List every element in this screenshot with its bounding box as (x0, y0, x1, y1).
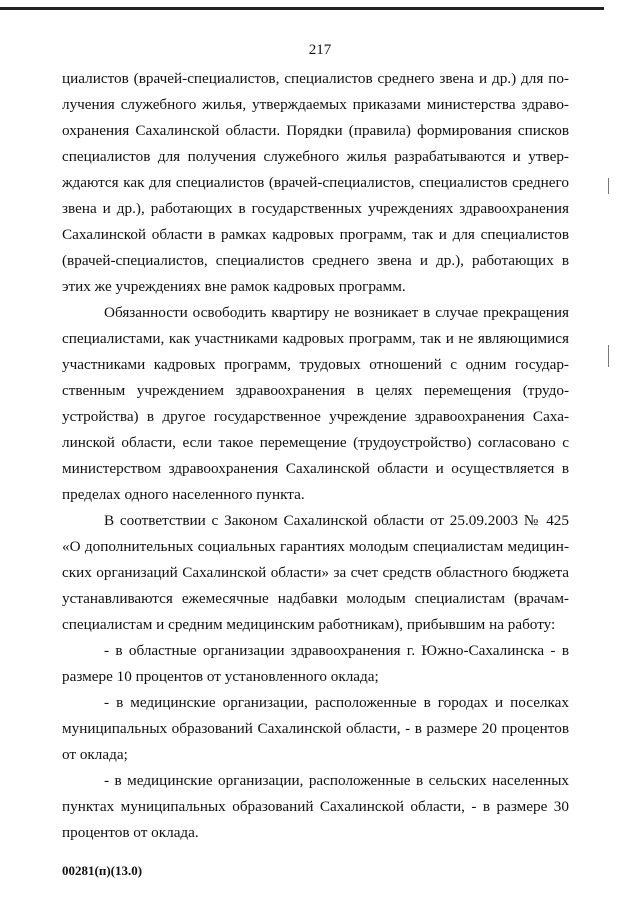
text-line: устройства) в другое государственное учреждение здравоохранения Саха- (62, 408, 569, 425)
text-line: пределах одного населенного пункта. (62, 486, 305, 503)
text-line: ских организаций Сахалинской области» за счет средств областного бюджета (62, 564, 569, 581)
list-item-line: - в медицинские организации, расположенные в сельских населенных (104, 772, 569, 789)
text-line: охранения Сахалинской области. Порядки (правила) формирования списков (62, 122, 569, 139)
text-line: Сахалинской области в рамках кадровых программ, так и для специалистов (62, 226, 569, 243)
text-line: специалистов для получения служебного жилья разрабатываются и утвер- (62, 148, 569, 165)
list-item-line: муниципальных образований Сахалинской области, - в размере 20 процентов (62, 720, 569, 737)
text-line: «О дополнительных социальных гарантиях молодым специалистам медицин- (62, 538, 569, 555)
text-line: этих же учреждениях вне рамок кадровых программ. (62, 278, 406, 295)
text-line: линской области, если такое перемещение (трудоустройство) согласовано с (62, 434, 569, 451)
scan-edge-mark (608, 178, 609, 194)
list-item-line: размере 10 процентов от установленного оклада; (62, 668, 379, 685)
text-line: министерством здравоохранения Сахалинской области и осуществляется в (62, 460, 569, 477)
list-item-line: - в областные организации здравоохранения г. Южно-Сахалинска - в (104, 642, 569, 659)
list-item-line: процентов от оклада. (62, 824, 199, 841)
text-line: ждаются как для специалистов (врачей-специалистов, специалистов среднего (62, 174, 569, 191)
text-line: (врачей-специалистов, специалистов среднего звена и др.), работающих в (62, 252, 569, 269)
text-line: циалистов (врачей-специалистов, специалистов среднего звена и др.) для по- (62, 70, 569, 87)
text-line: В соответствии с Законом Сахалинской области от 25.09.2003 № 425 (104, 512, 569, 529)
page-number: 217 (308, 42, 332, 58)
list-item-line: - в медицинские организации, расположенные в городах и поселках (104, 694, 569, 711)
top-rule (0, 7, 604, 10)
list-item-line: пунктах муниципальных образований Сахалинской области, - в размере 30 (62, 798, 569, 815)
text-line: ственным учреждением здравоохранения в целях перемещения (трудо- (62, 382, 569, 399)
text-line: лучения служебного жилья, утверждаемых приказами министерства здраво- (62, 96, 569, 113)
text-line: участниками кадровых программ, трудовых отношений с одним государ- (62, 356, 569, 373)
text-line: специалистам и средним медицинским работникам), прибывшим на работу: (62, 616, 556, 633)
text-line: звена и др.), работающих в государственных учреждениях здравоохранения (62, 200, 569, 217)
text-line: устанавливаются ежемесячные надбавки молодым специалистам (врачам- (62, 590, 569, 607)
list-item-line: от оклада; (62, 746, 128, 763)
footer-code: 00281(п)(13.0) (62, 863, 143, 878)
text-line: Обязанности освободить квартиру не возникает в случае прекращения (104, 304, 569, 321)
scan-edge-mark (608, 345, 609, 367)
text-line: специалистами, как участниками кадровых программ, так и не являющимися (62, 330, 569, 347)
